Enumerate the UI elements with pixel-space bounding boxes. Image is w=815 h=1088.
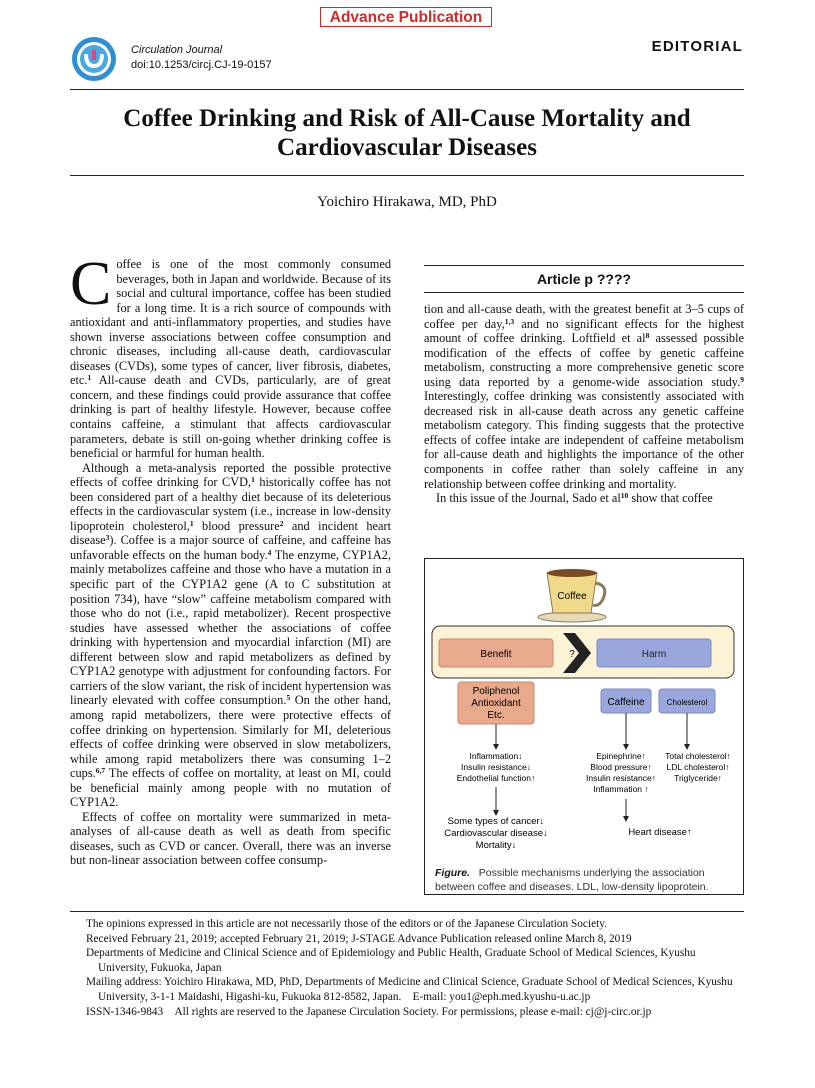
title-line-2: Cardiovascular Diseases bbox=[277, 134, 537, 161]
question-label: ? bbox=[569, 649, 575, 660]
footer-mailing-address: Mailing address: Yoichiro Hirakawa, MD, PhD, Departments of Medicine and Clinical Science, Graduate School of Medical Sciences, Kyushu University, 3-1-1 Maidashi, Higashi-ku, Fukuoka 812-8582, Japan. E-mail: you1@eph.med.kyushu-u.ac.jp bbox=[86, 976, 733, 1003]
advance-publication-banner: Advance Publication bbox=[320, 7, 492, 27]
caffeine-label: Caffeine bbox=[607, 697, 645, 708]
benefit-effect-2: Insulin resistance↓ bbox=[461, 762, 531, 772]
poly-line-2: Antioxidant bbox=[471, 698, 521, 709]
paragraph-5 bbox=[424, 491, 744, 506]
harm-outcome: Heart disease↑ bbox=[628, 827, 692, 838]
paragraph-4 bbox=[424, 302, 744, 491]
benefit-outcome-1: Some types of cancer↓ bbox=[447, 816, 545, 827]
reference: 6,7 bbox=[95, 766, 106, 776]
caption-label: Figure. bbox=[435, 867, 471, 879]
poly-line-1: Poliphenol bbox=[472, 686, 520, 697]
journal-info bbox=[131, 43, 272, 73]
reference: 5 bbox=[286, 693, 291, 703]
reference: 10 bbox=[620, 491, 629, 501]
journal-name: Circulation Journal bbox=[131, 44, 223, 56]
journal-logo-icon bbox=[71, 36, 117, 82]
paragraph-3: Effects of coffee on mortality were summarized in meta-analyses of all-cause death as well as death from specific diseases, such as CVD or cancer. Overall, there was an inverse but non-linear association between coffee consump- bbox=[70, 809, 391, 868]
author-line: Yoichiro Hirakawa, MD, PhD bbox=[317, 194, 497, 210]
reference: 3 bbox=[105, 533, 110, 543]
article-title bbox=[70, 104, 744, 162]
text: offee is one of the most commonly consumed beverages, both in Japan and worldwide. Because of its social and cultural importance, coffee has been studied for a long time. It is a rich source of compounds with antioxidant and anti-inflammatory properties, and studies have shown inverse associations between coffee consumption and chronic diseases, including all-cause death, cardiovascular diseases (CVDs), some types of cancer, liver fibrosis, diabetes, etc. bbox=[70, 257, 391, 388]
caffeine-effect-2: Blood pressure↑ bbox=[590, 762, 652, 772]
text: The enzyme, CYP1A2, mainly metabolizes caffeine and those who have a mutation in a specific part of the CYP1A2 gene (A to C substitution at position 734), have “slow” caffeine metabolism compared with those who do not (i.e., rapid metabolizer). Recent prospective studies have assessed whether the associations of coffee drinking with hypertension and myocardial infarction (MI) are different between slow and rapid metabolizers as defined by CYP1A2 genotype with adjustment for confounding factors. For carriers of the slow variant, the risk of incident hypertension was linearly elevated with coffee consumption. bbox=[70, 547, 391, 708]
paragraph-2 bbox=[70, 461, 391, 810]
caffeine-effect-4: Inflammation ↑ bbox=[593, 784, 649, 794]
text: ). Coffee is a major source of caffeine, and caffeine has unfavorable effects on the human body. bbox=[70, 533, 391, 562]
article-box bbox=[424, 265, 744, 293]
cholesterol-effect-2: LDL cholesterol↑ bbox=[666, 762, 730, 772]
left-column bbox=[70, 250, 391, 868]
text: Interestingly, coffee drinking was consistently associated with decreased risk in all-cause death across any genetic caffeine metabolism category. This finding suggests that the protective effects of coffee intake are independent of caffeine metabolism for all-cause death and highlights the importance of the other components in coffee rather than solely caffeine in any relationship between coffee drinking and mortality. bbox=[424, 389, 744, 491]
reference: 9 bbox=[740, 374, 744, 384]
text: All-cause death and CVDs, particularly, are of great concern, and these findings could provide assurance that coffee drinking is part of healthy lifestyle. However, because coffee contains caffeine, a stimulant that affects cardiovascular parameters, debate is still on-going whether drinking coffee is beneficial or harmful for human health. bbox=[70, 373, 391, 461]
caption-text: Possible mechanisms underlying the association between coffee and diseases. LDL, low-density lipoprotein. bbox=[435, 867, 709, 893]
text: historically coffee has not been considered part of a healthy diet because of its deleterious effects in the cardiovascular system (i.e., increase in low-density lipoprotein cholesterol, bbox=[70, 475, 391, 533]
benefit-effect-3: Endothelial function↑ bbox=[456, 773, 536, 783]
journal-doi: doi:10.1253/circj.CJ-19-0157 bbox=[131, 59, 272, 71]
reference: 1,3 bbox=[504, 316, 515, 326]
text: assessed possible modification of the effects of coffee by genetic caffeine metabolism, constructing a more comprehensive genetic score using data reported by a genome-wide association study. bbox=[424, 331, 744, 389]
right-column bbox=[424, 302, 744, 506]
cholesterol-effect-3: Triglyceride↑ bbox=[674, 773, 722, 783]
reference: 1 bbox=[87, 373, 92, 383]
cholesterol-label: Cholesterol bbox=[666, 698, 708, 707]
title-rule bbox=[70, 175, 744, 176]
caffeine-effect-3: Insulin resistance↑ bbox=[586, 773, 656, 783]
title-line-1: Coffee Drinking and Risk of All-Cause Mortality and bbox=[123, 105, 691, 132]
reference: 4 bbox=[267, 547, 272, 557]
text: In this issue of the Journal, Sado et al bbox=[436, 491, 621, 506]
figure-caption bbox=[435, 866, 731, 894]
text: show that coffee bbox=[628, 491, 713, 506]
caffeine-effect-1: Epinephrine↑ bbox=[596, 751, 646, 761]
text: tion and all-cause death, with the greatest benefit at 3–5 cups of coffee per day, bbox=[424, 302, 744, 331]
benefit-outcome-2: Cardiovascular disease↓ bbox=[444, 828, 548, 839]
cholesterol-effect-1: Total cholesterol↑ bbox=[665, 751, 731, 761]
footer-rule bbox=[70, 911, 744, 912]
text: and no significant effects for the highest amount of coffee drinking. Loftfield et al bbox=[424, 316, 744, 346]
poly-line-3: Etc. bbox=[487, 710, 505, 721]
figure-box bbox=[424, 558, 744, 895]
text: and incident heart disease bbox=[70, 518, 391, 548]
text: Although a meta-analysis reported the possible protective effects of coffee drinking for CVD, bbox=[70, 460, 391, 490]
section-label: EDITORIAL bbox=[651, 38, 743, 55]
benefit-effect-1: Inflammation↓ bbox=[469, 751, 523, 761]
footer bbox=[86, 917, 736, 1019]
benefit-outcome-3: Mortality↓ bbox=[475, 840, 517, 851]
reference: 2 bbox=[279, 518, 284, 528]
text: On the other hand, among rapid metabolizers, there were protective effects of coffee drinking on hypertension. Similarly for MI, deleterious effects of coffee drinking were observed in slow metabolizers, while among rapid metabolizers there was consuming 1–2 cups. bbox=[70, 693, 391, 781]
benefit-label: Benefit bbox=[480, 649, 512, 660]
text: The effects of coffee on mortality, at least on MI, could be beneficial mainly among people with no mutation of CYP1A2. bbox=[70, 766, 391, 810]
footer-affiliation: Departments of Medicine and Clinical Science and of Epidemiology and Public Health, Graduate School of Medical Sciences, Kyushu University, Fukuoka, Japan bbox=[86, 947, 696, 974]
text: blood pressure bbox=[193, 518, 280, 533]
reference: 1 bbox=[189, 518, 194, 528]
harm-label: Harm bbox=[641, 649, 667, 660]
footer-dates: Received February 21, 2019; accepted February 21, 2019; J-STAGE Advance Publication released online March 8, 2019 bbox=[86, 932, 632, 945]
reference: 8 bbox=[645, 331, 650, 341]
footer-disclaimer: The opinions expressed in this article are not necessarily those of the editors or of the Japanese Circulation Society. bbox=[86, 918, 607, 930]
figure-diagram bbox=[425, 559, 743, 859]
cup-label: Coffee bbox=[557, 591, 587, 602]
drop-cap: C bbox=[70, 250, 112, 318]
article-box-title[interactable]: Article p ???? bbox=[424, 265, 744, 293]
footer-issn: ISSN-1346-9843 All rights are reserved to the Japanese Circulation Society. For permissions, please e-mail: cj@j-circ.or.jp bbox=[86, 1005, 652, 1018]
reference: 1 bbox=[251, 475, 255, 485]
header-rule bbox=[70, 89, 744, 90]
paragraph-1 bbox=[70, 250, 391, 461]
